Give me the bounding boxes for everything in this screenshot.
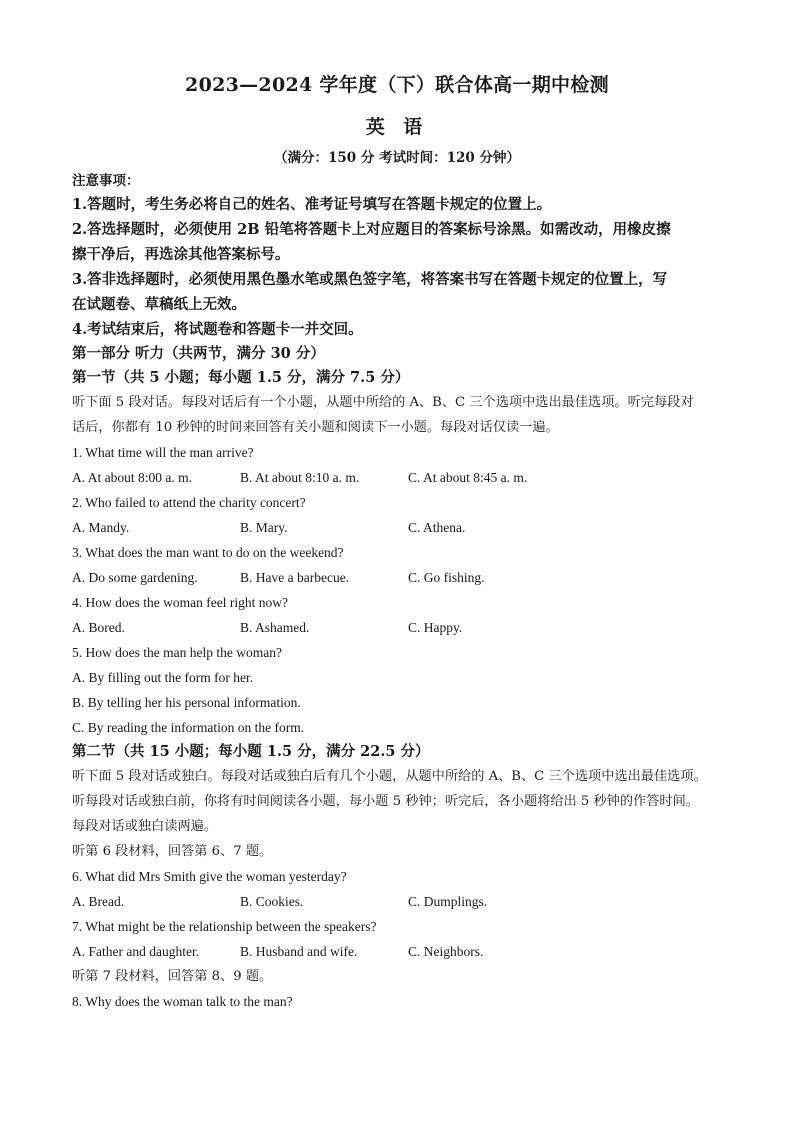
question-text: 3. What does the man want to do on the weekend? bbox=[72, 545, 344, 560]
question-block bbox=[72, 490, 734, 540]
option-c: C. By reading the information on the form. bbox=[72, 720, 305, 735]
option-c: C. Athena. bbox=[408, 520, 466, 535]
notice-item: 1.答题时，考生务必将自己的姓名、准考证号填写在答题卡规定的位置上。 bbox=[72, 196, 552, 213]
option-b: B. Husband and wife. bbox=[240, 944, 358, 959]
option-c: C. At about 8:45 a. m. bbox=[408, 470, 528, 485]
section2-instruction: 每段对话或独白读两遍。 bbox=[72, 819, 218, 834]
option-row bbox=[72, 515, 734, 540]
question-text: 2. Who failed to attend the charity concert? bbox=[72, 495, 306, 510]
question-text: 5. How does the man help the woman? bbox=[72, 645, 282, 660]
option-a: A. Mandy. bbox=[72, 520, 130, 535]
notice-item: 3.答非选择题时，必须使用黑色墨水笔或黑色签字笔，将答案书写在答题卡规定的位置上，写 bbox=[72, 271, 668, 288]
question-text: 7. What might be the relationship between the speakers? bbox=[72, 919, 377, 934]
notice-heading: 注意事项： bbox=[72, 173, 140, 189]
section1-instruction: 听下面 5 段对话。每段对话后有一个小题，从题中所给的 A、B、C 三个选项中选出最佳选项。听完每段对 bbox=[72, 395, 694, 410]
option-row bbox=[72, 465, 734, 490]
question-block bbox=[72, 540, 734, 590]
option-row bbox=[72, 615, 734, 640]
option-row bbox=[72, 889, 734, 914]
option-b: B. Ashamed. bbox=[240, 620, 310, 635]
option-a: A. At about 8:00 a. m. bbox=[72, 470, 192, 485]
exam-title: 2023—2024 学年度（下）联合体高一期中检测 bbox=[185, 74, 609, 96]
question-block bbox=[72, 640, 734, 740]
exam-body bbox=[72, 170, 734, 1014]
question-text: 6. What did Mrs Smith give the woman yesterday? bbox=[72, 869, 347, 884]
notice-item: 擦干净后，再选涂其他答案标号。 bbox=[72, 246, 290, 263]
option-c: C. Neighbors. bbox=[408, 944, 484, 959]
option-b: B. Cookies. bbox=[240, 894, 304, 909]
option-c: C. Dumplings. bbox=[408, 894, 488, 909]
option-a: A. By filling out the form for her. bbox=[72, 670, 254, 685]
option-a: A. Father and daughter. bbox=[72, 944, 200, 959]
option-a: A. Do some gardening. bbox=[72, 570, 198, 585]
section1-instruction: 话后，你都有 10 秒钟的时间来回答有关小题和阅读下一小题。每段对话仅读一遍。 bbox=[72, 420, 559, 435]
notice-item: 4.考试结束后，将试题卷和答题卡一并交回。 bbox=[72, 321, 363, 338]
option-c: C. Go fishing. bbox=[408, 570, 485, 585]
notice-item: 2.答选择题时，必须使用 2B 铅笔将答题卡上对应题目的答案标号涂黑。如需改动，用橡皮擦 bbox=[72, 221, 671, 238]
exam-subject: 英 语 bbox=[365, 116, 429, 138]
question-block bbox=[72, 914, 734, 964]
option-a: A. Bread. bbox=[72, 894, 125, 909]
option-b: B. By telling her his personal information. bbox=[72, 695, 301, 710]
material-note: 听第 6 段材料，回答第 6、7 题。 bbox=[72, 844, 273, 859]
question-text: 4. How does the woman feel right now? bbox=[72, 595, 288, 610]
question-block bbox=[72, 590, 734, 640]
question-text: 1. What time will the man arrive? bbox=[72, 445, 254, 460]
option-b: B. Have a barbecue. bbox=[240, 570, 350, 585]
question-text: 8. Why does the woman talk to the man? bbox=[72, 994, 293, 1009]
option-b: B. At about 8:10 a. m. bbox=[240, 470, 360, 485]
material-note: 听第 7 段材料，回答第 8、9 题。 bbox=[72, 969, 273, 984]
option-row bbox=[72, 939, 734, 964]
question-block bbox=[72, 440, 734, 490]
section2-instruction: 听每段对话或独白前，你将有时间阅读各小题，每小题 5 秒钟；听完后，各小题将给出 5 秒钟的作答时间。 bbox=[72, 794, 699, 809]
option-row bbox=[72, 565, 734, 590]
option-a: A. Bored. bbox=[72, 620, 125, 635]
question-block bbox=[72, 864, 734, 914]
section1-heading: 第一节（共 5 小题；每小题 1.5 分，满分 7.5 分） bbox=[72, 369, 410, 386]
option-c: C. Happy. bbox=[408, 620, 463, 635]
part1-heading: 第一部分 听力（共两节，满分 30 分） bbox=[72, 345, 325, 362]
score-info: （满分：150 分 考试时间：120 分钟） bbox=[274, 150, 520, 166]
notice-item: 在试题卷、草稿纸上无效。 bbox=[72, 296, 246, 313]
option-b: B. Mary. bbox=[240, 520, 288, 535]
section2-heading: 第二节（共 15 小题；每小题 1.5 分，满分 22.5 分） bbox=[72, 743, 430, 760]
section2-instruction: 听下面 5 段对话或独白。每段对话或独白后有几个小题，从题中所给的 A、B、C 三个选项中选出最佳选项。 bbox=[72, 769, 707, 784]
